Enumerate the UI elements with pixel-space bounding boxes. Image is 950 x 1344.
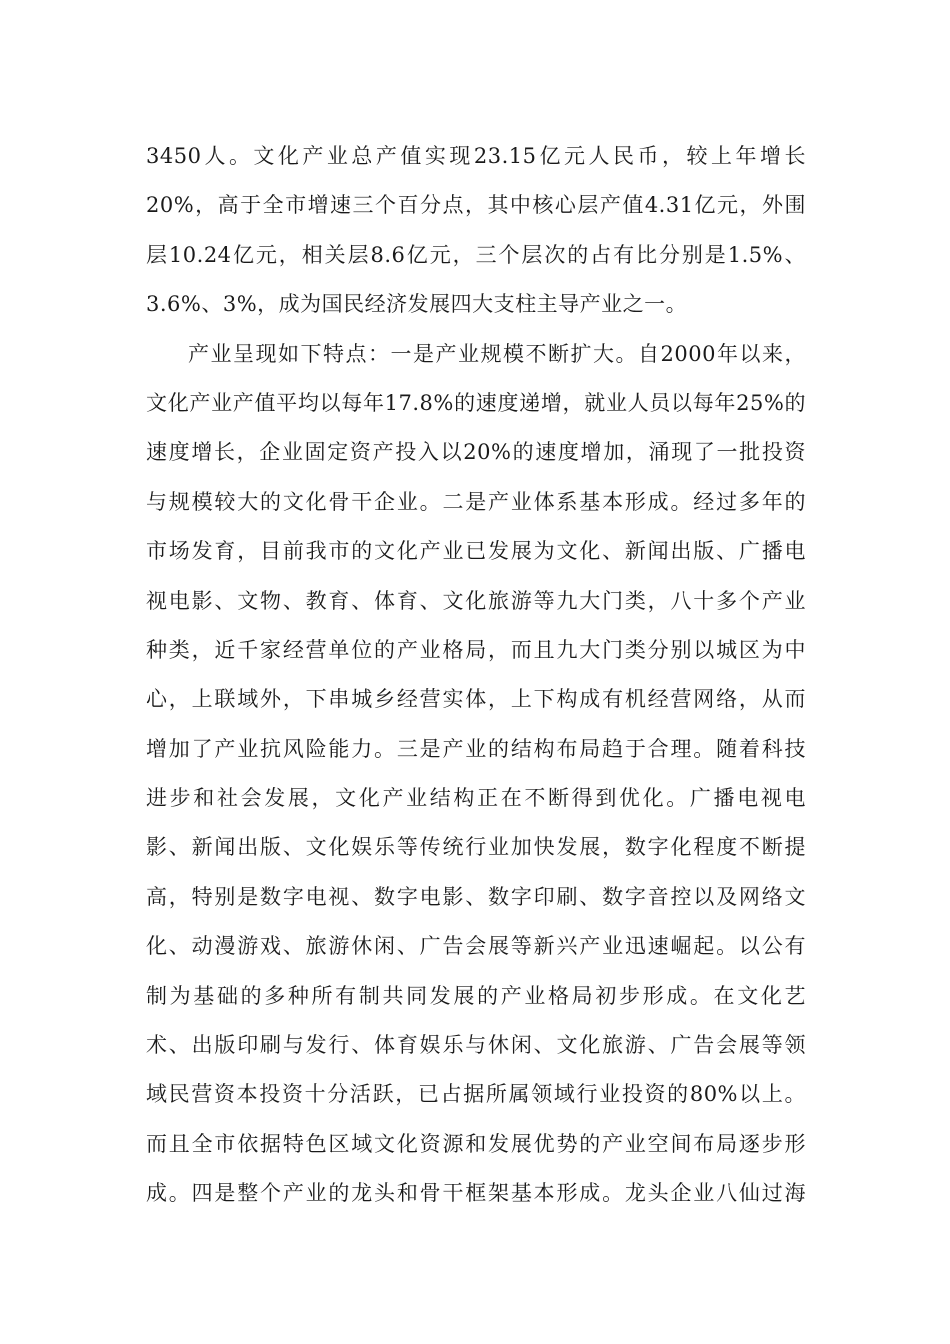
text-line: 而且全市依据特色区域文化资源和发展优势的产业空间布局逐步形 [146,1131,806,1156]
text-line: 高，特别是数字电视、数字电影、数字印刷、数字音控以及网络文 [146,884,806,909]
text-line: 制为基础的多种所有制共同发展的产业格局初步形成。在文化艺 [146,983,806,1008]
text-line: 3450人。文化产业总产值实现23.15亿元人民币，较上年增长 [146,144,806,168]
text-line: 视电影、文物、教育、体育、文化旅游等九大门类，八十多个产业 [146,588,806,613]
text-line: 增加了产业抗风险能力。三是产业的结构布局趋于合理。随着科技 [146,736,806,761]
text-line: 种类，近千家经营单位的产业格局，而且九大门类分别以城区为中 [146,637,806,662]
body-text [146,132,806,1219]
text-line: 与规模较大的文化骨干企业。二是产业体系基本形成。经过多年的 [146,489,806,514]
text-line: 3.6%、3%，成为国民经济发展四大支柱主导产业之一。 [146,292,688,317]
paragraph-first-line: 产业呈现如下特点：一是产业规模不断扩大。自2000年以来， [188,341,806,366]
text-line: 域民营资本投资十分活跃，已占据所属领域行业投资的80%以上。 [146,1082,806,1107]
text-line: 层10.24亿元，相关层8.6亿元，三个层次的占有比分别是1.5%、 [146,242,806,267]
text-line: 进步和社会发展，文化产业结构正在不断得到优化。广播电视电 [146,786,806,811]
text-line: 心，上联域外，下串城乡经营实体，上下构成有机经营网络，从而 [146,687,806,712]
text-line: 影、新闻出版、文化娱乐等传统行业加快发展，数字化程度不断提 [146,835,806,860]
text-line: 成。四是整个产业的龙头和骨干框架基本形成。龙头企业八仙过海 [146,1181,806,1206]
text-line: 术、出版印刷与发行、体育娱乐与休闲、文化旅游、广告会展等领 [146,1033,806,1058]
text-line: 20%，高于全市增速三个百分点，其中核心层产值4.31亿元，外围 [146,193,806,218]
text-line: 文化产业产值平均以每年17.8%的速度递增，就业人员以每年25%的 [146,390,806,415]
text-line: 化、动漫游戏、旅游休闲、广告会展等新兴产业迅速崛起。以公有 [146,934,806,959]
text-line: 速度增长，企业固定资产投入以20%的速度增加，涌现了一批投资 [146,440,806,465]
text-line: 市场发育，目前我市的文化产业已发展为文化、新闻出版、广播电 [146,539,806,564]
